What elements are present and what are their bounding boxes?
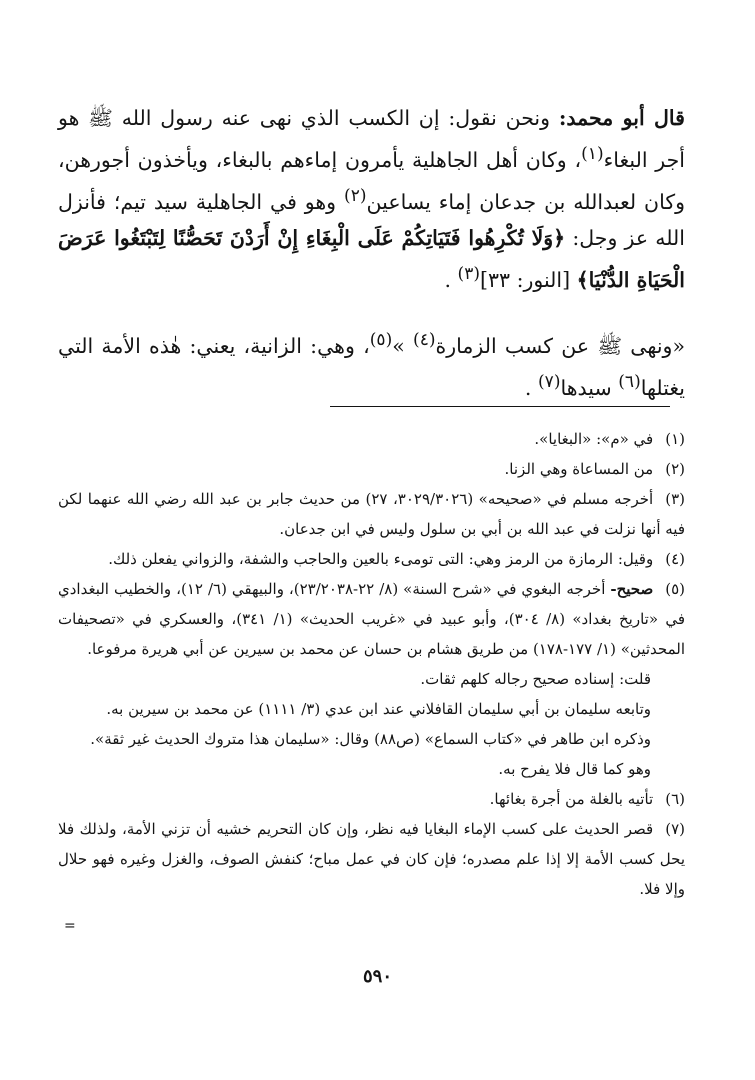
continuation-mark: = [64,918,76,934]
footnote-5-remark: وهو كما قال فلا يفرح به. [498,760,651,778]
main-paragraph [58,100,685,297]
footnote-6 [58,784,685,814]
grading-label: صحيح- [610,580,654,598]
hadith-paragraph [58,322,685,406]
footnote-ref[interactable]: (٧) [537,371,561,392]
footnote-5-corroboration: وتابعه سليمان بن أبي سليمان القافلاني عند ابن عدي (٣/ ١١١١) عن محمد بن سيرين به. [106,700,651,718]
footnote-7 [58,814,685,904]
speaker-lead: قال أبو محمد: [558,106,685,130]
footnote-ref[interactable]: (١) [581,144,604,164]
verse-reference: [النور: ٣٣] [480,267,571,292]
paragraph-text: ونحن نقول: إن الكسب الذي نهى عنه رسول الله ﷺ هو أجر البغاء [58,106,685,172]
footnote-text: أخرجه مسلم في «صحيحه» (٣٠٢٩/٣٠٢٦، ٢٧) من حديث جابر بن عبد الله رضي الله عنهما لكن فيه أنها نزلت في عبد الله بن أبي بن سلول وليس في ابن جدعان. [58,490,685,538]
footnote-ref[interactable]: (٥) [369,330,393,350]
footnote-3 [58,484,685,544]
footnote-4 [58,544,685,574]
footnote-text: في «م»: «البغايا». [534,430,654,448]
footnote-number: (٤) [665,550,685,568]
paragraph-text: ، وكان أهل الجاهلية يأمرون إماءهم بالبغاء، ويأخذون أجورهن، وكان لعبدالله بن جدعان إماء يساعين [58,147,685,214]
paragraph-text: ، وهي: الزانية، يعني: هٰذه الأمة التي يغتلها [58,333,685,400]
footnote-ref[interactable]: (٣) [457,263,481,284]
footnote-ref[interactable]: (٢) [344,185,367,206]
page-number: ٥٩٠ [362,966,392,987]
footnote-text: أخرجه البغوي في «شرح السنة» (٨/ ٢٢-٢٣/٢٠٣٨)، والبيهقي (٦/ ١٢)، والخطيب البغدادي في «تاريخ بغداد» (٨/ ٣٠٤)، وأبو عبيد في «غريب الحديث» (١/ ٣٤١)، والعسكري في «تصحيفات المحدثين» (١/ ١٧٧-١٧٨) من طريق هشام بن حسان عن محمد بن سيرين عن أبي هريرة مرفوعا. [58,580,685,658]
footnote-number: (٣) [665,490,685,508]
footnote-divider [330,406,670,407]
paragraph-end: . [524,375,532,400]
footnotes [58,424,685,904]
footnote-text: تأتيه بالغلة من أجرة بغائها. [489,790,654,808]
footnote-5-verdict: قلت: إسناده صحيح رجاله كلهم ثقات. [420,670,651,688]
footnote-5-citation: وذكره ابن طاهر في «كتاب السماع» (ص٨٨) وقال: «سليمان هذا متروك الحديث غير ثقة». [90,730,651,748]
paragraph-text: سيدها [560,375,612,400]
footnote-text: من المساعاة وهي الزنا. [504,460,654,478]
footnote-text: قصر الحديث على كسب الإماء البغايا فيه نظر، وإن كان التحريم خشيه أن تزني الأمة، ولذلك فلا يحل كسب الأمة إلا إذا علم مصدره؛ فإن كان في عمل مباح؛ كنفش الصوف، والغزل وغيره فهو حلال وإلا فلا. [58,820,685,898]
footnote-ref[interactable]: (٦) [618,371,641,392]
footnote-2 [58,454,685,484]
footnote-5 [58,574,685,664]
footnote-number: (٦) [665,790,685,808]
footnote-number: (٢) [665,460,685,478]
paragraph-text: «ونهى ﷺ عن كسب الزمارة [435,333,685,358]
footnote-number: (٥) [665,580,685,598]
footnote-1 [58,424,685,454]
paragraph-text: » [392,333,405,358]
footnote-number: (١) [665,430,685,448]
quran-verse: ﴿وَلَا تُكْرِهُوا فَتَيَاتِكُمْ عَلَى الْبِغَاءِ إِنْ أَرَدْنَ تَحَصُّنًا لِتَبْتَغُوا عَرَضَ الْحَيَاةِ الدُّنْيَا﴾ [58,225,685,292]
footnote-ref[interactable]: (٤) [413,330,436,350]
footnote-number: (٧) [665,820,685,838]
paragraph-text: وهو في الجاهلية سيد تيم؛ فأنزل الله عز وجل: [58,189,685,250]
footnote-text: وقيل: الرمازة من الرمز وهي: التى تومىء بالعين والحاجب والشفة، والزواني يفعلن ذلك. [108,550,654,568]
paragraph-end: . [444,267,451,292]
